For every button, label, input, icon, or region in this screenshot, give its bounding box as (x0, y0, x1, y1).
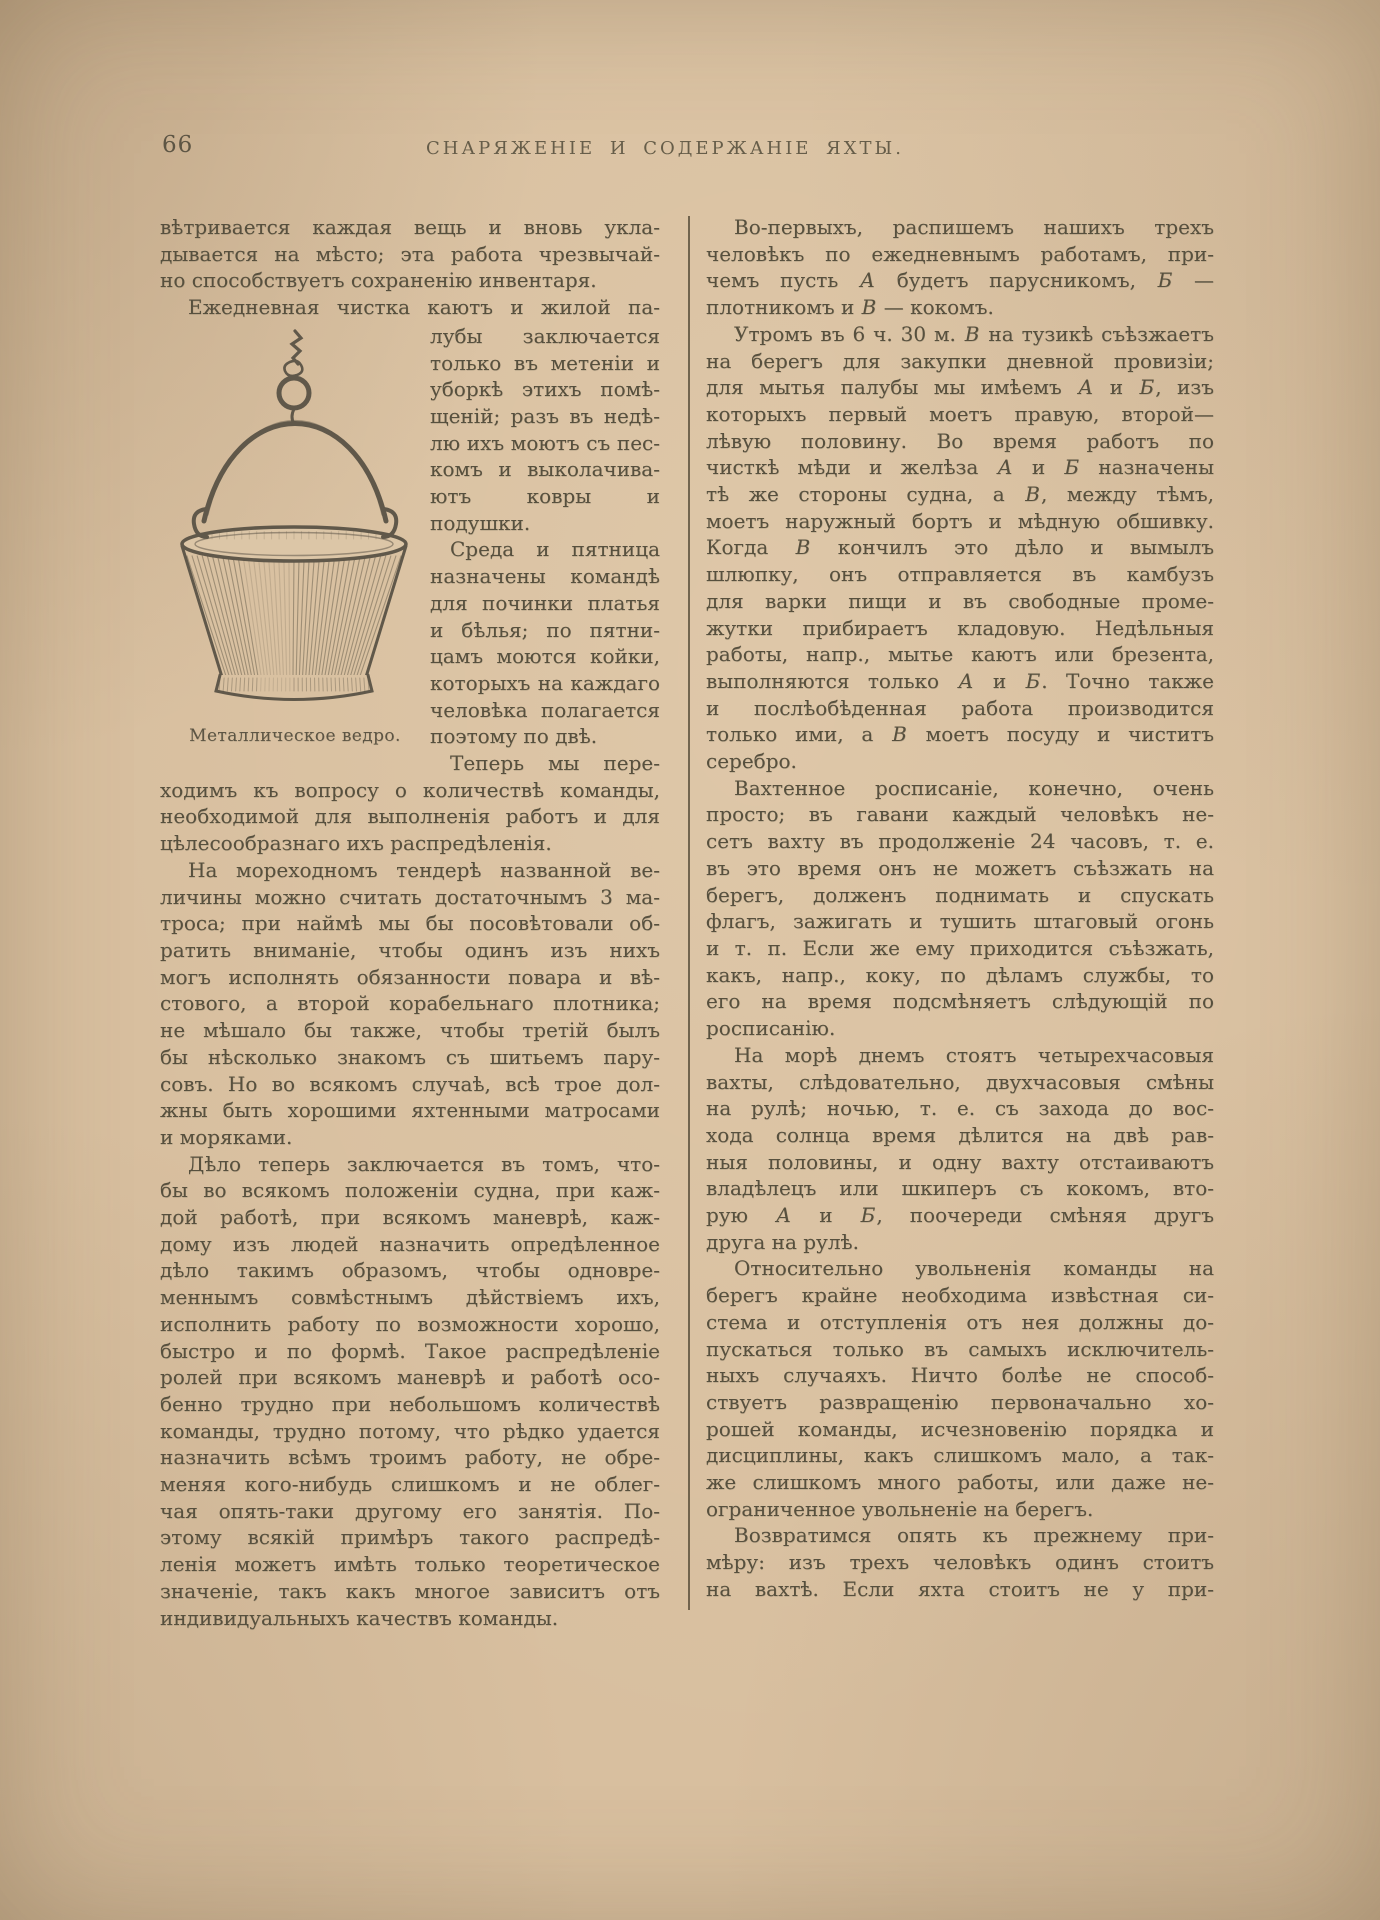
text-line: Возвратимся опять къ прежнему при- (734, 1523, 1214, 1548)
text-line: назначены командѣ (430, 564, 660, 589)
text-line: лѣвую половину. Во время работъ по (706, 428, 1214, 453)
text-line: ратить вниманіе, чтобы одинъ изъ нихъ (160, 937, 660, 962)
text-line: комъ и выколачива- (430, 457, 660, 482)
text-line: ствуетъ развращенію первоначально хо- (706, 1389, 1214, 1414)
text-line: поэтому по двѣ. (430, 724, 598, 749)
crew-variable: А (997, 455, 1013, 480)
text-line: и бѣлья; по пятни- (430, 617, 660, 642)
text-line: человѣкъ по ежедневнымъ работамъ, при- (706, 241, 1214, 266)
text-line: дому изъ людей назначить опредѣленное (160, 1231, 660, 1256)
text-line: ныхъ случаяхъ. Ничто болѣе не способ- (706, 1363, 1214, 1388)
text-line: же слишкомъ много работы, или даже не- (706, 1470, 1214, 1495)
paragraph (160, 1151, 660, 1632)
text-line: его на время подсмѣняетъ слѣдующій по (706, 989, 1214, 1014)
text-line: шлюпку, онъ отправляется въ камбузъ (706, 562, 1214, 587)
bucket-figure (160, 323, 430, 750)
text-line: лубы заключается (430, 323, 660, 348)
text-line: ютъ ковры и подушки. (430, 484, 660, 535)
text-line: Вахтенное росписаніе, конечно, очень (734, 775, 1214, 800)
text-line: росписанію. (706, 1016, 836, 1041)
text-line: Ежедневная чистка каютъ и жилой па- (188, 295, 660, 320)
beside-figure-text (430, 323, 660, 777)
text-line: для починки платья (430, 590, 660, 615)
text-line: могъ исполнять обязанности повара и вѣ- (160, 964, 660, 989)
text-line: берегъ крайне необходима извѣстная си- (706, 1283, 1214, 1308)
crew-variable: Б (1139, 375, 1155, 400)
text-line: для варки пищи и въ свободные проме- (706, 588, 1214, 613)
crew-variable: Б (860, 1203, 876, 1228)
text-line: дой работѣ, при всякомъ маневрѣ, каж- (160, 1205, 660, 1230)
text-line: На мореходномъ тендерѣ названной ве- (188, 857, 660, 882)
paragraph (430, 750, 660, 777)
text-line: но способствуетъ сохраненію инвентаря. (160, 268, 597, 293)
text-line: пускаться только въ самыхъ исключитель- (706, 1336, 1214, 1361)
paragraph (430, 323, 660, 537)
text-line: жны быть хорошими яхтенными матросами (160, 1098, 660, 1123)
crew-variable: А (958, 668, 974, 693)
text-line: просто; въ гавани каждый человѣкъ не- (706, 802, 1214, 827)
text-line: какъ, напр., коку, по дѣламъ службы, то (706, 962, 1214, 987)
paragraph (706, 775, 1214, 1042)
text-line: моетъ наружный бортъ и мѣдную обшивку. (706, 508, 1214, 533)
text-line: меняя кого-нибудь слишкомъ и не облег- (160, 1472, 660, 1497)
text-line: бенно трудно при небольшомъ количествѣ (160, 1391, 660, 1416)
text-line: человѣка полагается (430, 697, 660, 722)
text-line: въ это время онъ не можетъ съѣзжать на (706, 855, 1214, 880)
text-line: хода солнца время дѣлится на двѣ рав- (706, 1122, 1214, 1147)
text-line: дѣло такимъ образомъ, чтобы одновре- (160, 1258, 660, 1283)
crew-variable: Б (1064, 455, 1080, 480)
text-line: На морѣ днемъ стоятъ четырехчасовыя (734, 1042, 1214, 1067)
paragraph (706, 1042, 1214, 1256)
crew-variable: Б (1025, 668, 1041, 693)
text-line: Во-первыхъ, распишемъ нашихъ трехъ (734, 215, 1214, 239)
text-line: которыхъ первый моетъ правую, второй— (706, 401, 1214, 426)
text-line: друга на рулѣ. (706, 1229, 859, 1254)
text-line: вахты, слѣдовательно, двухчасовыя смѣны (706, 1069, 1214, 1094)
text-line: исполнить работу по возможности хорошо, (160, 1311, 660, 1336)
paragraph (706, 321, 1214, 775)
figure-row (160, 323, 660, 777)
text-line: вѣтривается каждая вещь и вновь укла- (160, 215, 660, 239)
crew-variable: А (1078, 375, 1094, 400)
text-line: щеній; разъ въ недѣ- (430, 403, 660, 428)
text-line: сетъ вахту въ продолженіе 24 часовъ, т. е. (706, 829, 1214, 854)
text-line: стема и отступленія отъ нея должны до- (706, 1309, 1214, 1334)
running-title: СНАРЯЖЕНІЕ И СОДЕРЖАНІЕ ЯХТЫ. (426, 138, 904, 159)
text-line: ленія можетъ имѣть только теоретическое (160, 1552, 660, 1577)
bucket-illustration (160, 325, 430, 721)
paragraph (706, 1255, 1214, 1522)
text-line: только въ метеніи и (430, 350, 660, 375)
text-line: цамъ моются койки, (430, 644, 660, 669)
text-line: ограниченное увольненіе на берегъ. (706, 1496, 1094, 1521)
crew-variable: В (892, 722, 907, 747)
text-line: совъ. Но во всякомъ случаѣ, всѣ трое дол- (160, 1071, 660, 1096)
text-line: владѣлецъ или шкиперъ съ кокомъ, вто- (706, 1176, 1214, 1201)
text-line: лю ихъ моютъ съ пес- (430, 430, 660, 455)
text-line: не мѣшало бы также, чтобы третій былъ (160, 1018, 660, 1043)
text-line: и послѣобѣденная работа производится (706, 695, 1214, 720)
text-line: чисткѣ мѣди и желѣза А и Б назначены (706, 455, 1214, 480)
text-line: Теперь мы пере- (450, 751, 660, 776)
text-line: дисциплины, какъ слишкомъ мало, а так- (706, 1443, 1214, 1468)
paragraph (160, 214, 660, 294)
figure-caption: Металлическое ведро. (189, 725, 401, 746)
text-line: бы нѣсколько знакомъ съ шитьемъ пару- (160, 1044, 660, 1069)
paragraph (706, 1522, 1214, 1602)
text-line: меннымъ совмѣстнымъ дѣйствіемъ ихъ, (160, 1285, 660, 1310)
text-line: значеніе, такъ какъ многое зависитъ отъ (160, 1578, 660, 1603)
text-line: троса; при наймѣ мы бы посовѣтовали об- (160, 911, 660, 936)
text-line: уборкѣ этихъ помѣ- (430, 377, 660, 402)
paragraph (160, 857, 660, 1151)
text-line: на берегъ для закупки дневной провизіи; (706, 348, 1214, 373)
paragraph (160, 777, 660, 857)
text-line: команды, трудно потому, что рѣдко удается (160, 1418, 660, 1443)
text-line: Когда В кончилъ это дѣло и вымылъ (706, 535, 1215, 560)
text-line: необходимой для выполненія работъ и для (160, 804, 660, 829)
text-line: которыхъ на каждаго (430, 670, 660, 695)
text-line: Дѣло теперь заключается въ томъ, что- (188, 1151, 660, 1176)
text-line: ныя половины, и одну вахту отстаиваютъ (706, 1149, 1214, 1174)
text-line: стового, а второй корабельнаго плотника; (160, 991, 660, 1016)
text-line: на рулѣ; ночью, т. е. съ захода до вос- (706, 1096, 1214, 1121)
text-line: берегъ, долженъ поднимать и спускать (706, 882, 1214, 907)
text-line: флагъ, зажигать и тушить штаговый огонь (706, 909, 1214, 934)
text-line: индивидуальныхъ качествъ команды. (160, 1605, 559, 1630)
text-line: чемъ пусть А будетъ парусникомъ, Б — (706, 268, 1214, 293)
crew-variable: В (795, 535, 811, 560)
text-line: личины можно считать достаточнымъ 3 ма- (160, 884, 660, 909)
text-line: бы во всякомъ положеніи судна, при каж- (160, 1178, 660, 1203)
paragraph (706, 214, 1214, 321)
text-line: рошей команды, исчезновенію порядка и (706, 1416, 1214, 1441)
text-line: серебро. (706, 749, 797, 774)
left-bottom-paragraphs (160, 777, 660, 1632)
text-line: выполняются только А и Б. Точно также (706, 668, 1214, 693)
right-column (706, 214, 1214, 1603)
text-line: чая опять-таки другому его занятія. По- (160, 1498, 660, 1523)
crew-variable: В (1025, 482, 1040, 507)
text-line: быстро и по формѣ. Такое распредѣленіе (160, 1338, 660, 1363)
text-line: Среда и пятница (450, 537, 660, 562)
text-line: работы, напр., мытье каютъ или брезента, (706, 642, 1214, 667)
text-line: дывается на мѣсто; эта работа чрезвычай- (160, 241, 660, 266)
paragraph (430, 536, 660, 750)
text-line: для мытья палубы мы имѣемъ А и Б, изъ (706, 375, 1214, 400)
text-line: Утромъ въ 6 ч. 30 м. В на тузикѣ съѣзжаетъ (734, 321, 1214, 346)
text-line: мѣру: изъ трехъ человѣкъ одинъ стоитъ (706, 1550, 1214, 1575)
text-line: Относительно увольненія команды на (734, 1256, 1214, 1281)
crew-variable: Б (1157, 268, 1173, 293)
column-divider (688, 216, 690, 1610)
text-line: назначить всѣмъ троимъ работу, не обре- (160, 1445, 660, 1470)
text-line: цѣлесообразнаго ихъ распредѣленія. (160, 831, 552, 856)
text-line: на вахтѣ. Если яхта стоитъ не у при- (706, 1576, 1214, 1601)
text-line: ходимъ къ вопросу о количествѣ команды, (160, 777, 660, 802)
text-line: и моряками. (160, 1124, 293, 1149)
text-line: жутки прибираетъ кладовую. Недѣльныя (706, 615, 1214, 640)
text-line: плотникомъ и В — кокомъ. (706, 295, 994, 320)
page-number: 66 (162, 132, 194, 158)
text-line: этому всякій примѣръ такого распредѣ- (160, 1525, 660, 1550)
left-top-paragraphs (160, 214, 660, 321)
text-line: только ими, а В моетъ посуду и чиститъ (706, 722, 1215, 747)
text-line: тѣ же стороны судна, а В, между тѣмъ, (706, 482, 1214, 507)
text-line: рую А и Б, поочереди смѣняя другъ (706, 1203, 1215, 1228)
text-line: и т. п. Если же ему приходится съѣзжать, (706, 935, 1214, 960)
crew-variable: В (964, 321, 980, 346)
crew-variable: А (776, 1203, 792, 1228)
paragraph (160, 294, 660, 321)
crew-variable: А (859, 268, 876, 293)
left-column (160, 214, 660, 1631)
text-line: ролей при всякомъ маневрѣ и работѣ осо- (160, 1365, 660, 1390)
crew-variable: В (861, 295, 877, 320)
